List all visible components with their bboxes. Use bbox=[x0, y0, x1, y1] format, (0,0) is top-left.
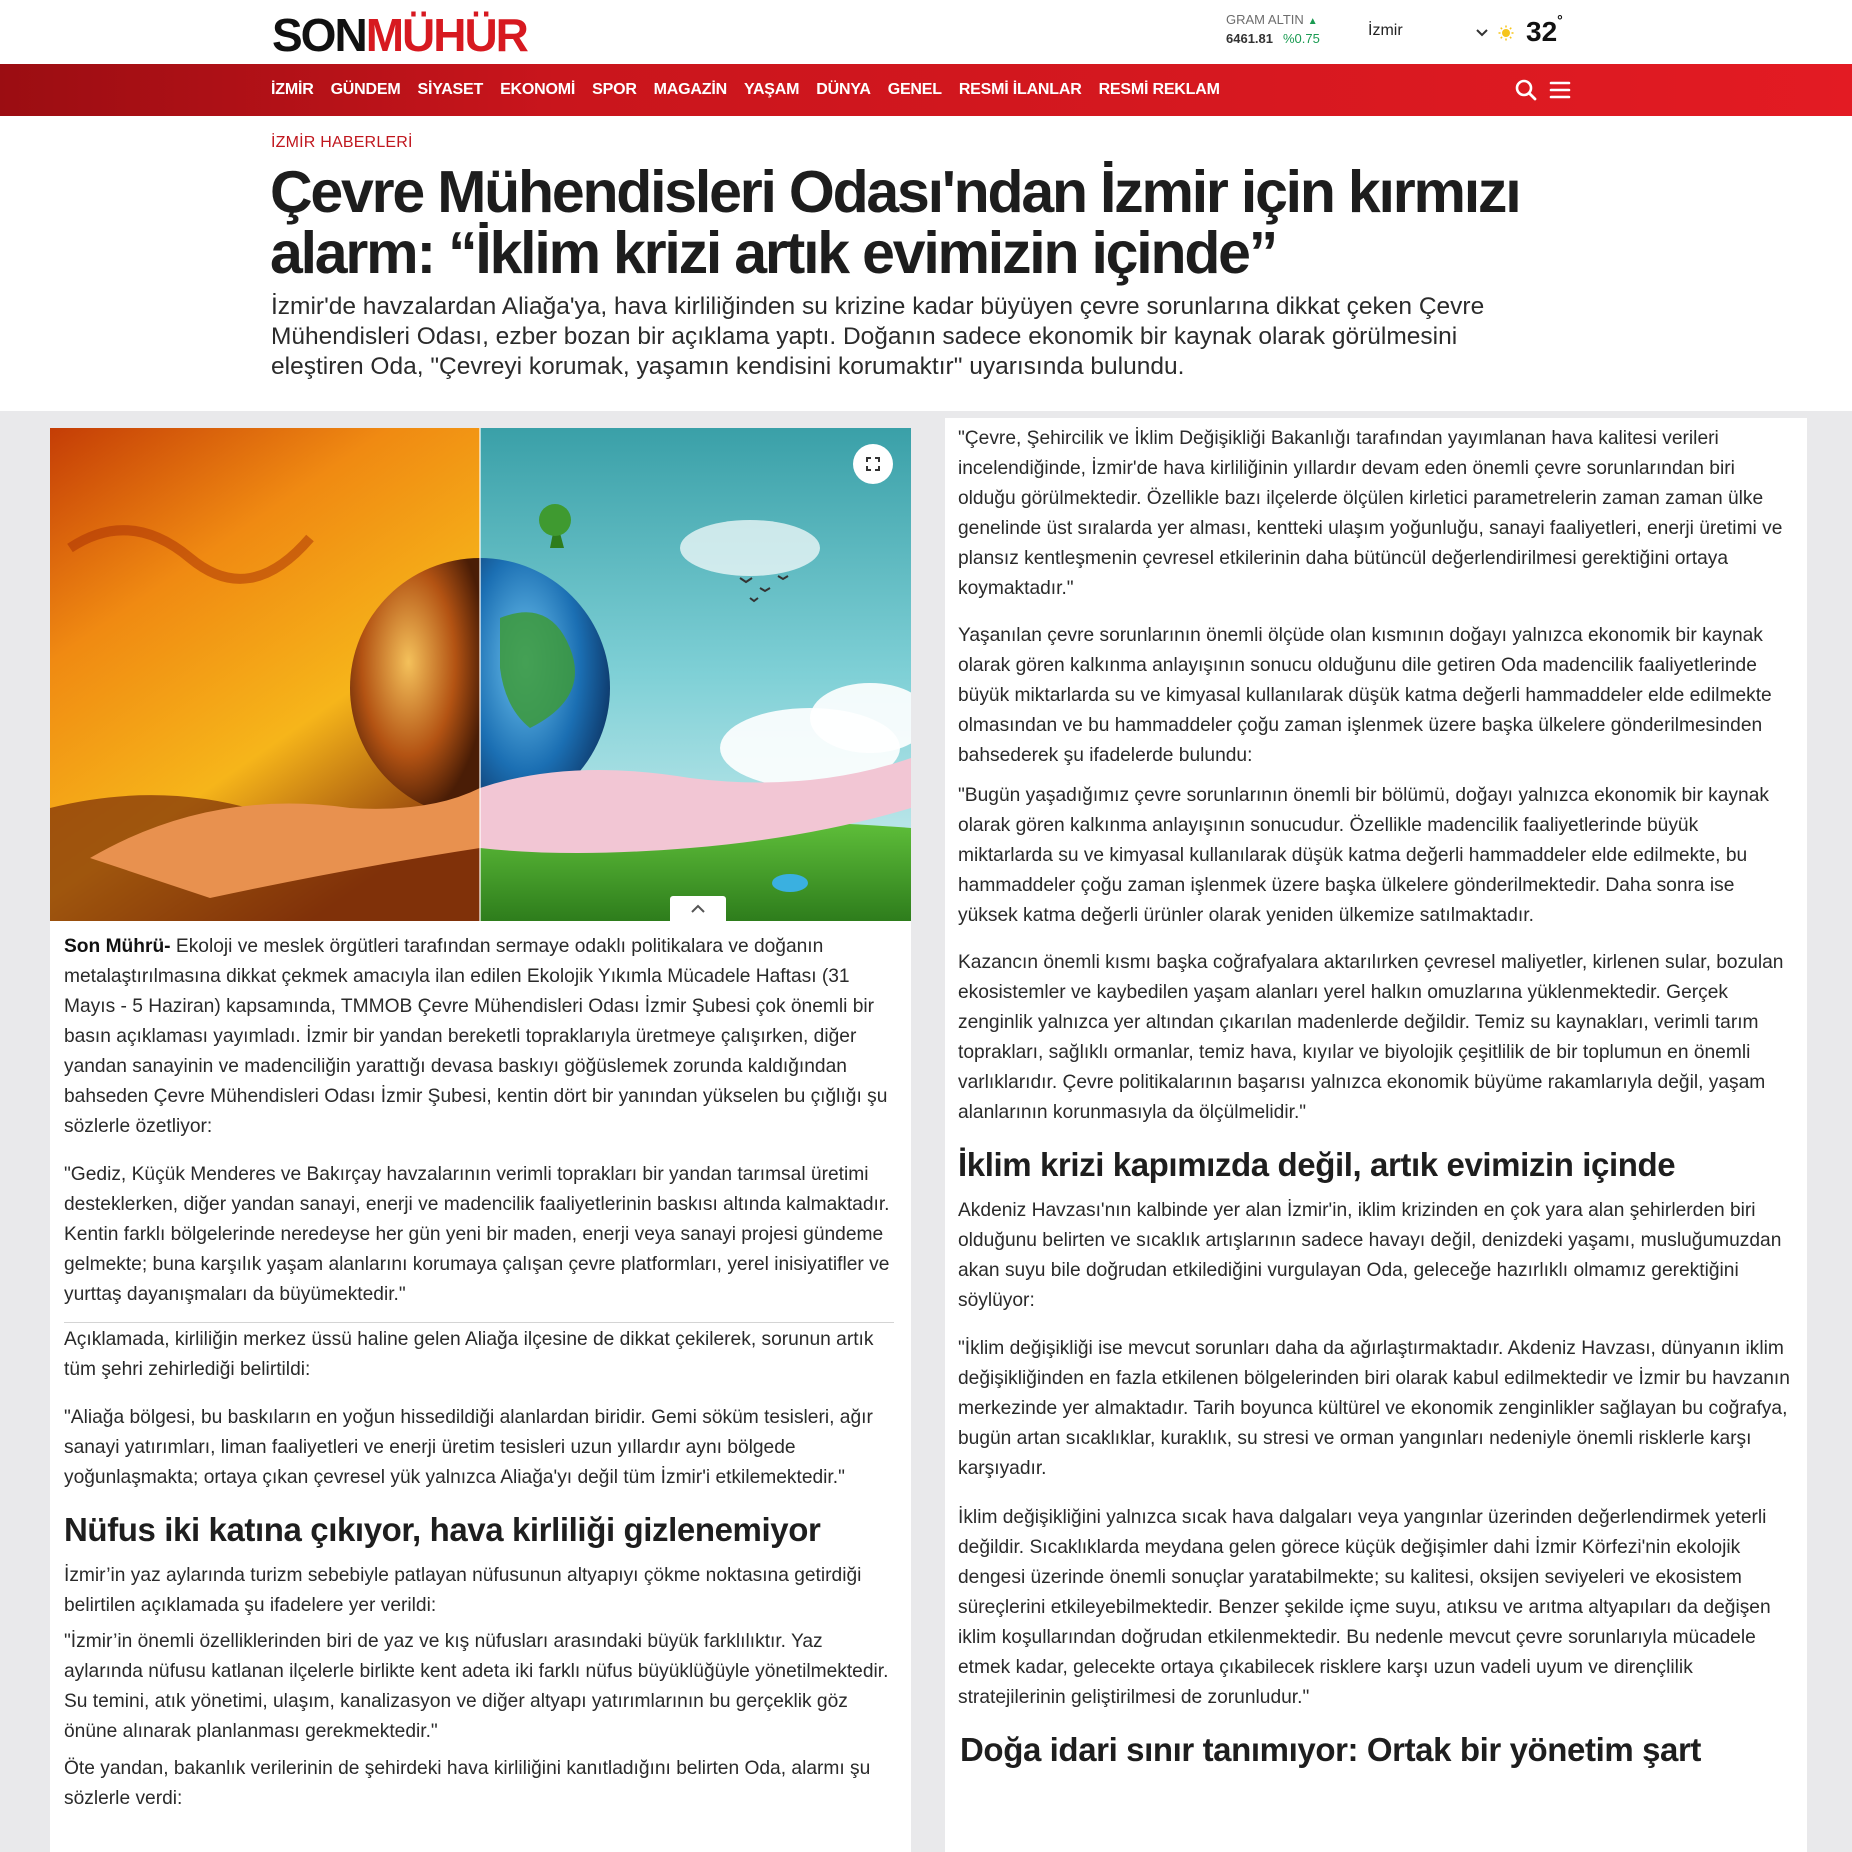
gold-label: GRAM ALTIN bbox=[1226, 12, 1304, 27]
search-icon[interactable] bbox=[1514, 78, 1538, 102]
site-logo[interactable] bbox=[272, 10, 527, 60]
right-paragraph-1: "Çevre, Şehircilik ve İklim Değişikliği Bakanlığı tarafından yayımlanan hava kalitesi verileri incelendiğinde, İzmir'de hava kirliliğinin yıllardır devam eden önemli çevre sorunlarından biri olduğu görülmektedir. Özellikle bazı ilçelerde ölçülen kirletici parametrelerin zaman zaman ülke genelinde üst sıralarda yer alması, kentteki ulaşım yoğunluğu, sanayi faaliyetleri, enerji üretimi ve plansız kentleşmenin çevresel etkilerinin daha bütüncül değerlendirilmesi gerektiğini ortaya koymaktadır." bbox=[958, 428, 1783, 599]
nav-item-izmir[interactable]: İZMİR bbox=[271, 81, 314, 98]
nav-item-magazin[interactable]: MAGAZİN bbox=[653, 81, 727, 98]
article-summary: İzmir'de havzalardan Aliağa'ya, hava kirliliğinden su krizine kadar büyüyen çevre sorunlarına dikkat çeken Çevre Mühendisleri Odası, ezber bozan bir açıklama yaptı. Doğanın sadece ekonomik bir kaynak olarak görülmesini eleştiren Oda, "Çevreyi korumak, yaşamın kendisini korumaktır" uyarısında bulundu. bbox=[271, 293, 1485, 380]
city-selector[interactable]: İzmir bbox=[1368, 22, 1403, 39]
section-heading-nature: Doğa idari sınır tanımıyor: Ortak bir yönetim şart bbox=[960, 1731, 1702, 1768]
temperature-unit: ° bbox=[1557, 12, 1563, 28]
gold-value: 6461.81 bbox=[1226, 31, 1273, 46]
collapse-button[interactable] bbox=[670, 896, 726, 921]
expand-image-button[interactable] bbox=[853, 444, 893, 484]
divider bbox=[64, 1322, 894, 1323]
left-paragraph-5: İzmir’in yaz aylarında turizm sebebiyle patlayan nüfusunun altyapıyı çökme noktasına getirdiği belirtilen açıklamada şu ifadelere yer verildi: bbox=[64, 1565, 862, 1616]
menu-icon[interactable] bbox=[1548, 78, 1572, 102]
right-paragraph-5: Akdeniz Havzası'nın kalbinde yer alan İzmir'in, iklim krizinden en çok yara alan şehirlerden biri olduğunu belirten ve sıcaklık artışlarının sadece havayı değil, denizdeki yaşamı, musluğumuzdan akan suyu bile doğrudan etkilediğini vurgulayan Oda, geleceğe hazırlıklı olmamız gerektiğini söylüyor: bbox=[958, 1200, 1782, 1311]
section-heading-population: Nüfus iki katına çıkıyor, hava kirliliği gizlenemiyor bbox=[64, 1511, 821, 1548]
nav-item-yasam[interactable]: YAŞAM bbox=[743, 81, 800, 98]
top-bar bbox=[0, 0, 1852, 64]
sun-icon bbox=[1498, 25, 1514, 41]
temperature-value: 32 bbox=[1526, 16, 1558, 47]
left-paragraph-4: "Aliağa bölgesi, bu baskıların en yoğun hissedildiği alanlardan biridir. Gemi söküm tesisleri, ağır sanayi yatırımları, liman faaliyetleri ve enerji üretim tesisleri uzun yıllardır aynı bölgede yoğunlaşmakta; ortaya çıkan çevresel yük yalnızca Aliağa'yı değil tüm İzmir'i etkilemektedir." bbox=[64, 1407, 873, 1488]
logo-muhur: MÜHÜR bbox=[365, 9, 527, 61]
chevron-up-icon bbox=[689, 903, 707, 915]
article-category[interactable]: İZMİR HABERLERİ bbox=[271, 134, 413, 151]
nav-item-ekonomi[interactable]: EKONOMİ bbox=[500, 81, 576, 98]
trend-up-icon: ▲ bbox=[1307, 16, 1318, 27]
right-paragraph-4: Kazancın önemli kısmı başka coğrafyalara aktarılırken çevresel maliyetler, kirlenen sular, bozulan ekosistemler ve kaybedilen yaşam alanları yerel halkın omuzlarına yüklenmektedir. Gerçek zenginlik yalnızca yer altından çıkarılan madenlerde değildir. Temiz su kaynakları, verimli tarım toprakları, sağlıklı ormanlar, temiz hava, kıyılar ve biyolojik çeşitlilik de bir toplumun en önemli varlıklarıdır. Çevre politikalarının başarısı yalnızca ekonomik büyüme rakamlarıyla değil, yaşam alanlarının korunmasıyla da ölçülmelidir." bbox=[958, 952, 1784, 1123]
right-paragraph-7: İklim değişikliğini yalnızca sıcak hava dalgaları veya yangınlar üzerinden değerlendirmek yeterli değildir. Sıcaklıklarda meydana gelen görece küçük değişimler dahi İzmir Körfezi'nin ekolojik dengesi üzerinde önemli sonuçlar yaratabilmekte; su kalitesi, oksijen seviyeleri ve ekosistem süreçlerini etkileyebilmektedir. Benzer şekilde içme suyu, atıksu ve arıtma altyapıları da değişen iklim koşullarından doğrudan etkilenmektedir. Bu nedenle mevcut çevre sorunlarıyla mücadele etmek kadar, gelecekte ortaya çıkabilecek risklere karşı uzun vadeli uyum ve dirençlilik stratejilerinin geliştirilmesi de zorunludur." bbox=[958, 1507, 1771, 1708]
article-title-line-2: alarm: “İklim krizi artık evimizin içinde” bbox=[270, 220, 1277, 286]
left-paragraph-1-text: Ekoloji ve meslek örgütleri tarafından sermaye odaklı politikalara ve doğanın metalaştırılmasına dikkat çekmek amacıyla ilan edilen Ekolojik Yıkımla Mücadele Haftası (31 Mayıs - 5 Haziran) kapsamında, TMMOB Çevre Mühendisleri Odası İzmir Şubesi çok önemli bir basın açıklaması yayımladı. İzmir bir yandan bereketli topraklarıyla üretmeye çalışırken, diğer yandan sanayinin ve madenciliğin yarattığı devasa baskıyı göğüslemek zorunda kaldığından bahseden Çevre Mühendisleri Odası İzmir Şubesi, kentin dört bir yanından yükselen bu çığlığı şu sözlerle özetliyor: bbox=[64, 936, 888, 1137]
gold-price-widget bbox=[1226, 12, 1320, 46]
left-paragraph-6: "İzmir’in önemli özelliklerinden biri de yaz ve kış nüfusları arasındaki büyük farklılıktır. Yaz aylarında nüfusu katlanan ilçelerle birlikte kent adeta iki farklı nüfus büyüklüğüyle yönetilmektedir. Su temini, atık yönetimi, ulaşım, kanalizasyon ve diğer altyapı yatırımlarının bu gerçeklik göz önüne alınarak planlanması gerekmektedir." bbox=[64, 1631, 889, 1742]
nav-item-dunya[interactable]: DÜNYA bbox=[816, 81, 871, 98]
right-paragraph-3: "Bugün yaşadığımız çevre sorunlarının önemli bir bölümü, doğayı yalnızca ekonomik bir kaynak olarak gören kalkınma anlayışının sonucudur. Özellikle madencilik faaliyetlerinde büyük miktarlarda su ve kimyasal kullanılarak düşük katma değerli hammaddeler elde edilmekte, bu hammaddeler çoğu zaman işlenmek üzere başka ülkelere gönderilmektedir. Daha sonra ise yüksek katma değerli ürünler olarak yeniden ülkemize satılmaktadır. bbox=[958, 785, 1769, 926]
nav-item-resmi-ilanlar[interactable]: RESMİ İLANLAR bbox=[958, 81, 1082, 98]
left-paragraph-3: Açıklamada, kirliliğin merkez üssü haline gelen Aliağa ilçesine de dikkat çekilerek, sorunun artık tüm şehri zehirlediği belirtildi: bbox=[64, 1329, 874, 1380]
article-image[interactable] bbox=[50, 428, 911, 921]
article-title bbox=[270, 159, 1570, 286]
temperature bbox=[1526, 12, 1563, 48]
nav-item-resmi-reklam[interactable]: RESMİ REKLAM bbox=[1098, 81, 1220, 98]
gold-change: %0.75 bbox=[1283, 31, 1320, 46]
nav-item-siyaset[interactable]: SİYASET bbox=[417, 81, 484, 98]
lead-source: Son Mührü- bbox=[64, 936, 171, 957]
logo-son: SON bbox=[272, 9, 366, 61]
section-heading-climate: İklim krizi kapımızda değil, artık evimizin içinde bbox=[958, 1146, 1676, 1183]
expand-icon bbox=[865, 456, 881, 472]
left-paragraph-7: Öte yandan, bakanlık verilerinin de şehirdeki hava kirliliğini kanıtladığını belirten Oda, alarmı şu sözlerle verdi: bbox=[64, 1758, 871, 1809]
nav-item-spor[interactable]: SPOR bbox=[592, 81, 637, 98]
nav-item-gundem[interactable]: GÜNDEM bbox=[330, 81, 401, 98]
right-paragraph-2: Yaşanılan çevre sorunlarının önemli ölçüde olan kısmının doğayı yalnızca ekonomik bir kaynak olarak gören kalkınma anlayışının sonucu olduğunu dile getiren Oda madencilik faaliyetlerinde büyük miktarlarda su ve kimyasal kullanılarak düşük katma değerli hammaddeler elde edilmekte olmasından ve bu hammaddeler çoğu zaman işlenmek üzere başka ülkelere gönderilmesinden bahsederek şu ifadelerde bulundu: bbox=[958, 625, 1772, 766]
main-nav bbox=[0, 64, 1852, 116]
chevron-down-icon[interactable] bbox=[1474, 24, 1490, 40]
left-paragraph-1 bbox=[64, 932, 900, 1142]
climate-illustration bbox=[50, 428, 911, 921]
article-title-line-1: Çevre Mühendisleri Odası'ndan İzmir için kırmızı bbox=[270, 159, 1520, 225]
nav-item-genel[interactable]: GENEL bbox=[887, 81, 942, 98]
left-paragraph-2: "Gediz, Küçük Menderes ve Bakırçay havzalarının verimli toprakları bir yandan tarımsal üretimi desteklerken, diğer yandan sanayi, enerji ve madencilik faaliyetlerinin baskısı altında kalmaktadır. Kentin farklı bölgelerinde neredeyse her gün yeni bir maden, enerji veya sanayi projesi gündeme gelmekte; buna karşılık yaşam alanlarını korumaya çalışan çevre platformları, yerel inisiyatifler ve yurttaş dayanışmaları da büyümektedir." bbox=[64, 1164, 890, 1305]
right-paragraph-6: "İklim değişikliği ise mevcut sorunları daha da ağırlaştırmaktadır. Akdeniz Havzası, dünyanın iklim değişikliğinden en fazla etkilenen bölgelerinden biri olarak kabul edilmektedir ve İzmir bu havzanın merkezinde yer almaktadır. Tarih boyunca kültürel ve ekonomik zenginlikler sağlayan bu coğrafya, bugün artan sıcaklıklar, kuraklık, su stresi ve orman yangınları nedeniyle önemli risklerle karşı karşıyadır. bbox=[958, 1338, 1790, 1479]
